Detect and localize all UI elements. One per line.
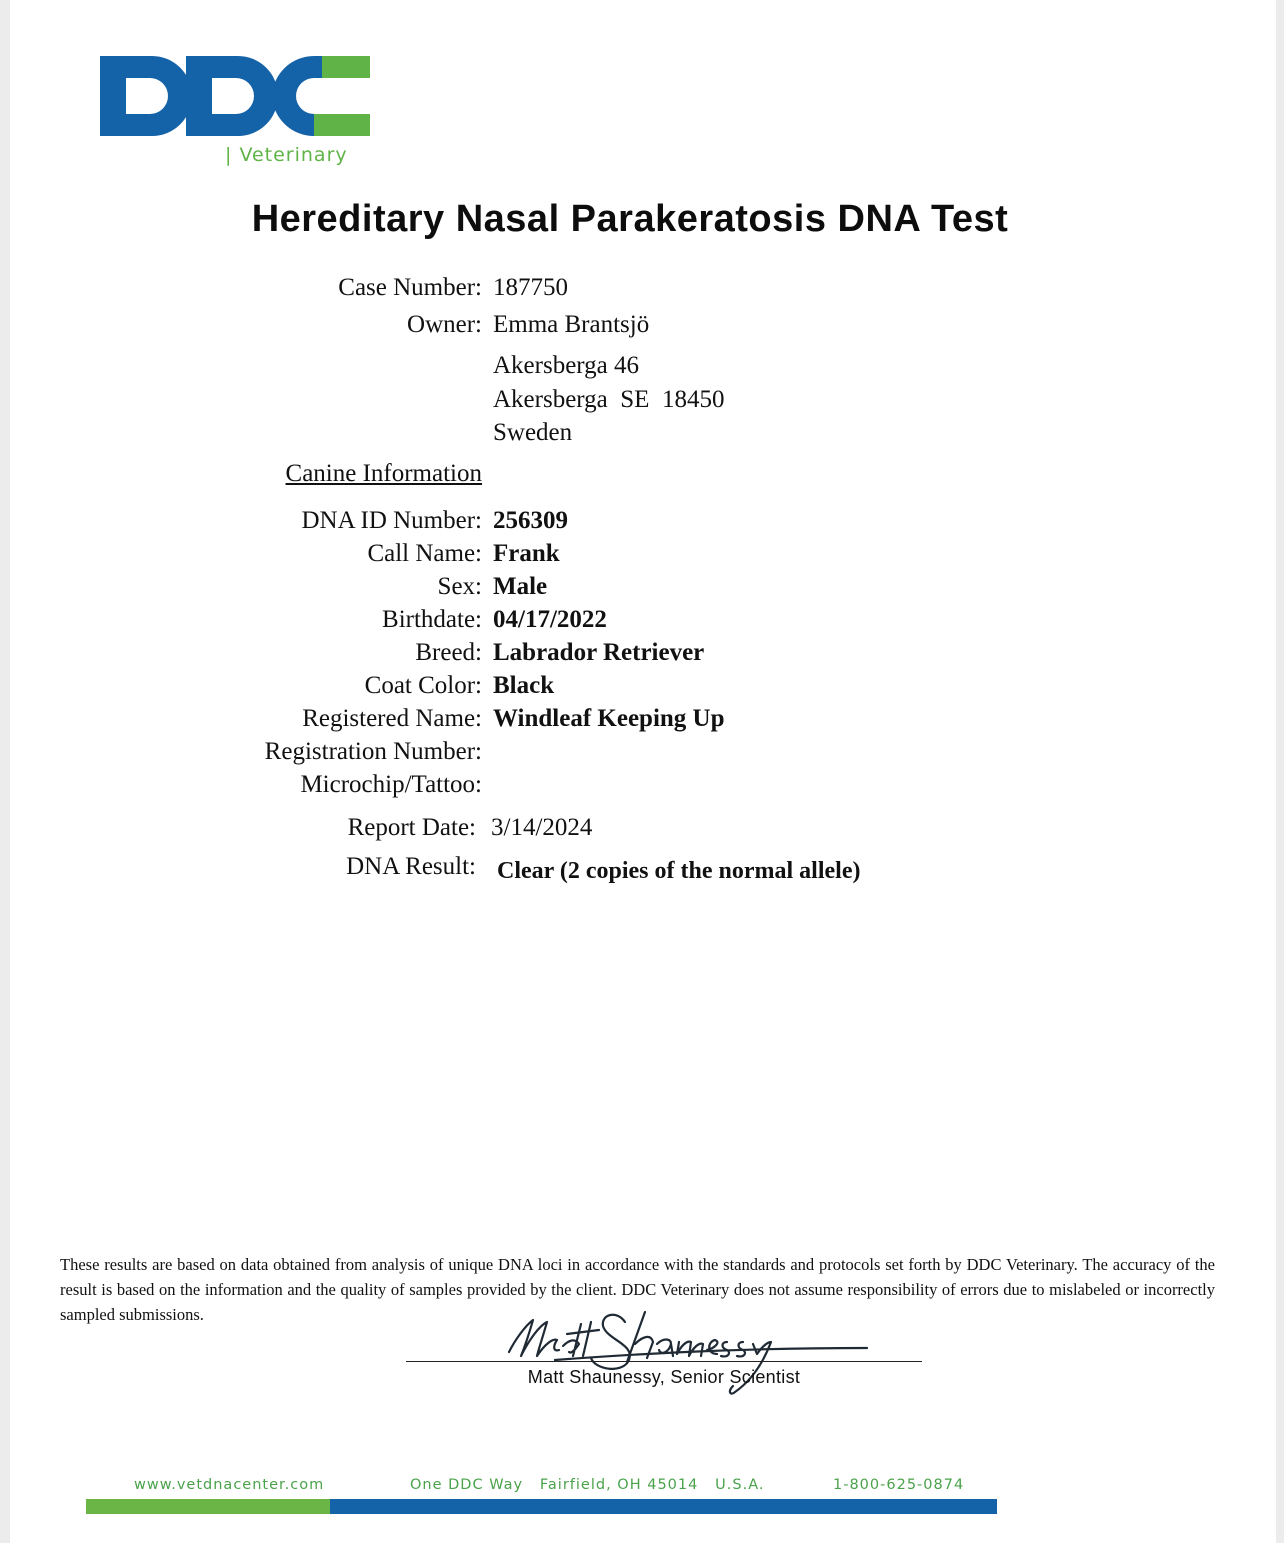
canine-field-label: Call Name:: [367, 540, 482, 567]
canine-field-row: [10, 737, 910, 767]
canine-field-value: Black: [493, 672, 555, 699]
canine-field-value: Labrador Retriever: [493, 639, 705, 666]
owner-address-line1: Akersberga 46: [493, 352, 640, 379]
footer-phone: 1-800-625-0874: [833, 1477, 965, 1493]
dna-result-label: DNA Result:: [346, 853, 476, 880]
signatory-name: Matt Shaunessy, Senior Scientist: [527, 1367, 801, 1387]
dna-result-value: Clear (2 copies of the normal allele): [497, 858, 861, 884]
canine-field-row: [10, 704, 910, 734]
report-date-value: 3/14/2024: [491, 814, 593, 841]
logo-subtitle: | Veterinary: [225, 144, 348, 166]
canine-field-value: 04/17/2022: [493, 606, 607, 633]
owner-label: Owner:: [407, 311, 482, 338]
case-number-label: Case Number:: [338, 274, 482, 301]
canine-field-value: Windleaf Keeping Up: [493, 705, 725, 732]
owner-address-line3: Sweden: [493, 419, 573, 446]
disclaimer-text: These results are based on data obtained from analysis of unique DNA loci in accordance with the standards and protocols set forth by DDC Veterinary. The accuracy of the result is based on the information and the quality of samples provided by the client. DDC Veterinary does not assume responsibility of errors due to mislabeled or incorrectly sampled submissions.: [60, 1255, 1215, 1324]
canine-field-row: [10, 539, 910, 569]
canine-field-label: Sex:: [437, 573, 482, 600]
report-title: Hereditary Nasal Parakeratosis DNA Test: [251, 198, 1009, 240]
owner-name: Emma Brantsjö: [493, 311, 650, 338]
canine-information-heading: Canine Information: [285, 460, 482, 487]
canine-field-value: Male: [493, 573, 548, 600]
report-date-label: Report Date:: [347, 814, 476, 841]
footer-website: www.vetdnacenter.com: [134, 1477, 325, 1493]
footer-address: One DDC Way Fairfield, OH 45014 U.S.A.: [410, 1477, 765, 1493]
case-number-value: 187750: [493, 274, 568, 301]
report-page: [10, 0, 1276, 1543]
canine-field-label: DNA ID Number:: [301, 507, 482, 534]
footer-bar-green: [86, 1499, 330, 1514]
canine-field-label: Registration Number:: [264, 738, 482, 765]
canine-field-row: [10, 605, 910, 635]
canine-field-label: Coat Color:: [364, 672, 482, 699]
canine-field-row: [10, 638, 910, 668]
owner-address-line2: Akersberga SE 18450: [493, 386, 725, 413]
canine-field-label: Birthdate:: [382, 606, 482, 633]
signature-line: [406, 1361, 922, 1362]
canine-field-label: Microchip/Tattoo:: [300, 771, 482, 798]
canine-field-row: [10, 572, 910, 602]
canine-field-row: [10, 506, 910, 536]
canine-field-row: [10, 770, 910, 800]
canine-field-row: [10, 671, 910, 701]
footer-bar-blue: [330, 1499, 997, 1514]
canine-field-value: Frank: [493, 540, 560, 567]
canine-field-label: Breed:: [415, 639, 482, 666]
canine-field-value: 256309: [493, 507, 568, 534]
canine-field-label: Registered Name:: [302, 705, 482, 732]
